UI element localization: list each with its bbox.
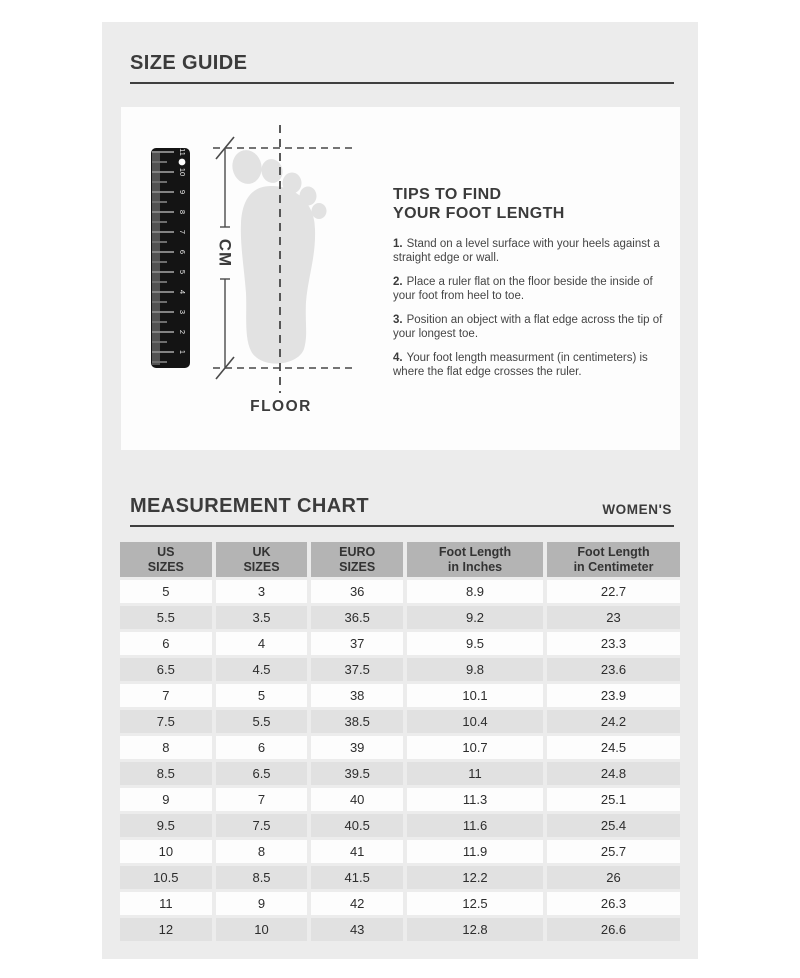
size-cell: 12.5	[407, 892, 543, 915]
ruler-number: 6	[178, 249, 187, 255]
measurement-chart-title: MEASUREMENT CHART	[130, 495, 370, 517]
size-cell: 12.2	[407, 866, 543, 889]
table-row	[120, 684, 680, 707]
header-line: Foot Length	[438, 544, 512, 559]
tips-heading-line2: YOUR FOOT LENGTH	[393, 205, 565, 222]
ruler-hole	[179, 159, 186, 166]
size-cell: 37.5	[311, 658, 403, 681]
column-header-uk-sizes	[216, 542, 308, 577]
ruler-number: 8	[178, 209, 187, 215]
table-row	[120, 788, 680, 811]
tip-text: Place a ruler flat on the floor beside the inside of your foot from heel to toe.	[393, 276, 653, 302]
content-panel	[102, 22, 698, 959]
size-cell: 7.5	[120, 710, 212, 733]
table-row	[120, 866, 680, 889]
foot-silhouette	[229, 147, 326, 363]
header-line: UK	[252, 544, 271, 559]
size-cell: 23.9	[547, 684, 680, 707]
size-cell: 6	[216, 736, 308, 759]
size-cell: 11.6	[407, 814, 543, 837]
table-row	[120, 736, 680, 759]
table-row	[120, 918, 680, 941]
header-line: SIZES	[243, 559, 280, 574]
size-cell: 10	[120, 840, 212, 863]
size-cell: 24.5	[547, 736, 680, 759]
size-cell: 26.6	[547, 918, 680, 941]
tip-number: 4.	[393, 352, 403, 364]
size-cell: 8.5	[216, 866, 308, 889]
tips-section	[393, 185, 679, 389]
size-cell: 7	[120, 684, 212, 707]
size-cell: 11.9	[407, 840, 543, 863]
size-cell: 6.5	[120, 658, 212, 681]
size-cell: 8	[120, 736, 212, 759]
table-row	[120, 840, 680, 863]
size-cell: 39.5	[311, 762, 403, 785]
size-cell: 11	[120, 892, 212, 915]
ruler-number: 7	[178, 229, 187, 235]
size-cell: 24.8	[547, 762, 680, 785]
size-cell: 10.5	[120, 866, 212, 889]
header-line: SIZES	[339, 559, 376, 574]
ruler-number: 1	[178, 349, 187, 355]
size-cell: 9.5	[120, 814, 212, 837]
size-cell: 23	[547, 606, 680, 629]
tips-heading	[393, 185, 679, 223]
tip-text: Your foot length measurment (in centimeters) is where the flat edge crosses the ruler.	[393, 352, 648, 378]
size-cell: 12	[120, 918, 212, 941]
table-row	[120, 580, 680, 603]
ruler-number: 2	[178, 329, 187, 335]
size-cell: 8.9	[407, 580, 543, 603]
tip-item	[393, 275, 673, 303]
size-cell: 10.7	[407, 736, 543, 759]
size-cell: 23.6	[547, 658, 680, 681]
column-header-foot-length-inches	[407, 542, 543, 577]
ruler-number: 9	[178, 189, 187, 195]
size-cell: 22.7	[547, 580, 680, 603]
table-row	[120, 814, 680, 837]
ruler-number: 3	[178, 309, 187, 315]
column-header-euro-sizes	[311, 542, 403, 577]
size-cell: 9	[216, 892, 308, 915]
size-cell: 10	[216, 918, 308, 941]
header-line: US	[157, 544, 175, 559]
size-cell: 38	[311, 684, 403, 707]
size-cell: 12.8	[407, 918, 543, 941]
size-cell: 9	[120, 788, 212, 811]
size-cell: 11.3	[407, 788, 543, 811]
size-cell: 26.3	[547, 892, 680, 915]
measurement-chart-divider	[130, 525, 674, 527]
ruler-number: 10	[178, 167, 187, 177]
ruler-number: 5	[178, 269, 187, 275]
size-cell: 9.5	[407, 632, 543, 655]
size-cell: 6	[120, 632, 212, 655]
size-cell: 39	[311, 736, 403, 759]
tip-number: 2.	[393, 276, 403, 288]
tip-text: Position an object with a flat edge across the tip of your longest toe.	[393, 314, 663, 340]
tips-heading-line1: TIPS TO FIND	[393, 186, 502, 203]
size-table-header	[120, 542, 680, 577]
table-row	[120, 710, 680, 733]
size-cell: 42	[311, 892, 403, 915]
column-header-us-sizes	[120, 542, 212, 577]
cm-label: CM	[215, 238, 235, 268]
header-line: in Centimeter	[573, 559, 654, 574]
size-cell: 36.5	[311, 606, 403, 629]
ruler-number: 4	[178, 289, 187, 295]
header-line: SIZES	[147, 559, 184, 574]
size-cell: 25.1	[547, 788, 680, 811]
table-row	[120, 892, 680, 915]
size-cell: 3.5	[216, 606, 308, 629]
table-row	[120, 762, 680, 785]
size-cell: 41	[311, 840, 403, 863]
header-line: Foot Length	[577, 544, 650, 559]
size-cell: 41.5	[311, 866, 403, 889]
size-cell: 11	[407, 762, 543, 785]
size-guide-divider	[130, 82, 674, 84]
size-cell: 7.5	[216, 814, 308, 837]
tip-item	[393, 237, 673, 265]
size-conversion-table	[116, 539, 684, 944]
size-cell: 5	[120, 580, 212, 603]
size-guide-title: SIZE GUIDE	[130, 52, 248, 74]
table-row	[120, 606, 680, 629]
size-cell: 38.5	[311, 710, 403, 733]
tip-number: 3.	[393, 314, 403, 326]
size-cell: 7	[216, 788, 308, 811]
ruler-icon	[151, 148, 190, 368]
size-cell: 43	[311, 918, 403, 941]
size-cell: 24.2	[547, 710, 680, 733]
size-cell: 8	[216, 840, 308, 863]
header-line: EURO	[339, 544, 376, 559]
size-cell: 3	[216, 580, 308, 603]
tip-item	[393, 313, 673, 341]
ruler-number: 11	[178, 148, 187, 156]
size-cell: 5.5	[120, 606, 212, 629]
size-cell: 4.5	[216, 658, 308, 681]
size-cell: 25.7	[547, 840, 680, 863]
size-cell: 5	[216, 684, 308, 707]
size-cell: 40	[311, 788, 403, 811]
tip-item	[393, 351, 673, 379]
table-row	[120, 632, 680, 655]
measurement-illustration-card	[121, 107, 680, 450]
size-cell: 8.5	[120, 762, 212, 785]
size-cell: 40.5	[311, 814, 403, 837]
header-line: in Inches	[447, 559, 503, 574]
size-cell: 37	[311, 632, 403, 655]
size-cell: 4	[216, 632, 308, 655]
size-cell: 23.3	[547, 632, 680, 655]
size-cell: 25.4	[547, 814, 680, 837]
size-cell: 36	[311, 580, 403, 603]
floor-label: FLOOR	[250, 398, 312, 415]
tip-number: 1.	[393, 238, 403, 250]
size-cell: 5.5	[216, 710, 308, 733]
size-cell: 10.4	[407, 710, 543, 733]
size-cell: 10.1	[407, 684, 543, 707]
size-cell: 9.2	[407, 606, 543, 629]
gender-label: WOMEN'S	[602, 502, 672, 517]
size-cell: 26	[547, 866, 680, 889]
size-cell: 6.5	[216, 762, 308, 785]
size-table-body	[120, 580, 680, 941]
tip-text: Stand on a level surface with your heels against a straight edge or wall.	[393, 238, 660, 264]
size-cell: 9.8	[407, 658, 543, 681]
table-row	[120, 658, 680, 681]
column-header-foot-length-centimeter	[547, 542, 680, 577]
